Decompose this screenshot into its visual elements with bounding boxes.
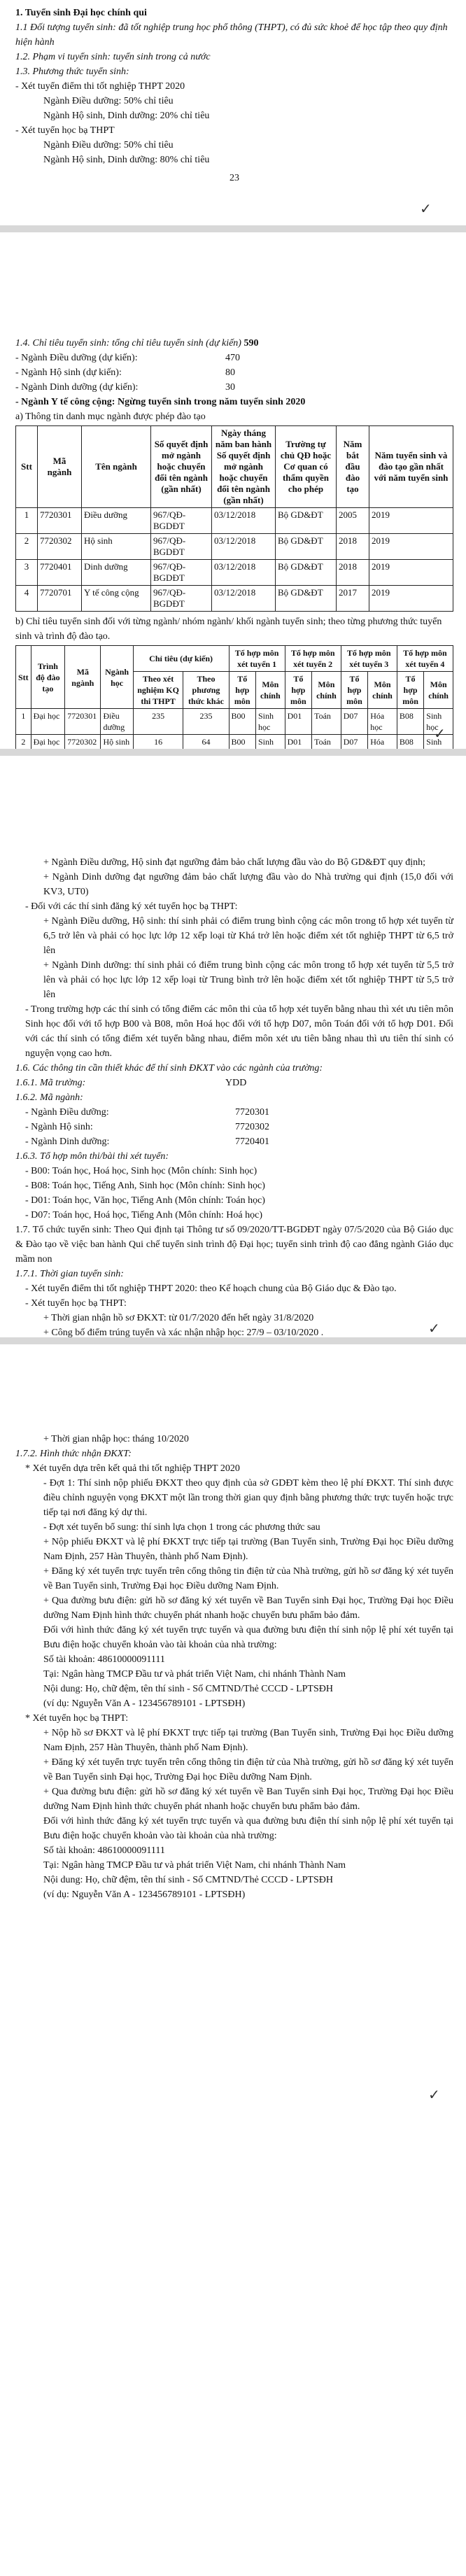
school-code-row: 1.6.1. Mã trường: YDD — [15, 1078, 247, 1088]
bank-name: Tại: Ngân hàng TMCP Đầu tư và phát triển Việt Nam, chi nhánh Thành Nam — [43, 1669, 346, 1680]
target-audience: 1.1 Đối tượng tuyển sinh: đã tốt nghiệp trung học phổ thông (THPT), có đủ sức khoẻ để học tập theo quy định hiện hành — [15, 22, 448, 48]
transfer-content: Nội dung: Họ, chữ đệm, tên thí sinh - Số CMTND/Thẻ CCCD - LPTSĐH — [43, 1684, 333, 1694]
account-number: Số tài khoản: 48610000091111 — [43, 1845, 165, 1856]
text-line: + Nộp hồ sơ ĐKXT và lệ phí ĐKXT trực tiếp tại trường (Ban Tuyển sinh, Trường Đại học Điều dưỡng Nam Định, 257 Hàn Thuyên, thành phố Nam Định). — [43, 1728, 453, 1753]
text-line: + Thời gian nhập học: tháng 10/2020 — [43, 1434, 189, 1444]
method-thpt: - Xét tuyển điểm thi tốt nghiệp THPT 2020 — [15, 81, 185, 92]
text-line: - Đợt 1: Thí sinh nộp phiếu ĐKXT theo quy định của sở GDĐT kèm theo lệ phí ĐKXT. Thí sinh được điều chỉnh nguyện vọng ĐKXT một lần trong thời gian quy định bằng phương thức trực tuyến hoặc trực tiếp tại nơi đăng ký dự thi. — [43, 1478, 453, 1518]
table-row: 1 7720301 Điều dưỡng 967/QĐ-BGDĐT 03/12/2018 Bộ GD&ĐT 2005 2019 — [16, 508, 453, 534]
text-line: 1.7.1. Thời gian tuyển sinh: — [15, 1269, 124, 1279]
text-line: + Ngành Dinh dưỡng đạt ngưỡng đảm bảo chất lượng đầu vào do Nhà trường qui định (15,0 đối với KV3, UT0) — [43, 872, 453, 897]
method-transcript-midwife: Ngành Hộ sinh, Dinh dưỡng: 80% chỉ tiêu — [43, 155, 210, 165]
check-mark-icon: ✓ — [434, 726, 446, 742]
transfer-example: (ví dụ: Nguyễn Văn A - 123456789101 - LPTSĐH) — [43, 1889, 246, 1900]
text-line: - Đợt xét tuyển bổ sung: thí sinh lựa chọn 1 trong các phương thức sau — [43, 1522, 320, 1533]
table-row: 1 Đại học 7720301 Điều dưỡng 235 235 B00 Sinh học D01 Toán D07 Hóa học B08 Sinh học — [16, 709, 453, 735]
check-mark-icon: ✓ — [428, 2088, 440, 2103]
text-line: + Đăng ký xét tuyển trực tuyến trên cổng thông tin điện tử của Nhà trường, gửi hồ sơ đăng ký xét tuyển về Ban Tuyển sinh, Trường Đại học Điều dưỡng Nam Định. — [43, 1566, 453, 1591]
combo-line: - D01: Toán học, Văn học, Tiếng Anh (Môn chính: Toán học) — [25, 1195, 265, 1206]
method-thpt-nursing: Ngành Điều dưỡng: 50% chỉ tiêu — [43, 96, 174, 106]
text-line: + Ngành Điều dưỡng, Hộ sinh đạt ngưỡng đảm bảo chất lượng đầu vào do Bộ GD&ĐT quy định; — [43, 857, 426, 868]
method-thpt-midwife: Ngành Hộ sinh, Dinh dưỡng: 20% chỉ tiêu — [43, 111, 210, 121]
text-line: + Ngành Dinh dưỡng: thí sinh phải có điểm trung bình cộng các môn trong tổ hợp xét tuyển từ 5,5 trở lên và phải có học lực lớp 12 xếp loại từ Trung bình trở lên hoặc điểm xét tốt nghiệp THPT từ 5,5 trở lên — [43, 960, 453, 1000]
table-row: 2 Đại học 7720302 Hộ sinh 16 64 B00 Sinh D01 Toán D07 Hóa B08 Sinh — [16, 735, 453, 749]
programs-table: Stt Mã ngành Tên ngành Số quyết định mở ngành hoặc chuyển đổi tên ngành (gần nhất) Ngày tháng năm ban hành Số quyết định mở ngành hoặc chuyển đổi tên ngành (gần nhất) Trường tự chủ QĐ hoặc Cơ quan có thẩm quyền cho phép Năm bắt đầu đào tạo Năm tuyển sinh và đào tạo gần nhất với năm tuyển sinh 1 7720301 Điều dưỡng 967/QĐ-BGDĐT 03/12/2018 Bộ GD&ĐT 2005 2019 2 7720302 Hộ sinh 967/QĐ-BGDĐT 03/12/2018 Bộ GD&ĐT 2018 2019 3 7720401 Dinh dưỡng 967/QĐ-BGDĐT 03/12/2018 Bộ GD&ĐT 2018 2019 4 7720701 Y tế công cộng 967/QĐ-BGDĐT 03/12/2018 Bộ GD&ĐT 2017 2019 — [15, 425, 453, 612]
text-line: - Xét tuyển điểm thi tốt nghiệp THPT 2020: theo Kế hoạch chung của Bộ Giáo dục & Đào tạo. — [25, 1283, 397, 1294]
text-line: 1.6.2. Mã ngành: — [15, 1092, 83, 1103]
table-row: 3 7720401 Dinh dưỡng 967/QĐ-BGDĐT 03/12/2018 Bộ GD&ĐT 2018 2019 — [16, 560, 453, 586]
quota-title: 1.4. Chỉ tiêu tuyển sinh: tổng chỉ tiêu tuyển sinh (dự kiến) 590 — [15, 338, 259, 349]
quota-public-health: - Ngành Y tế công cộng: Ngừng tuyển sinh trong năm tuyển sinh 2020 — [15, 397, 306, 407]
page-26 — [0, 1344, 466, 2576]
text-line: * Xét tuyển dựa trên kết quả thi tốt nghiệp THPT 2020 — [25, 1463, 240, 1474]
text-line: + Thời gian nhận hồ sơ ĐKXT: từ 01/7/2020 đến hết ngày 31/8/2020 — [43, 1313, 314, 1323]
transfer-content: Nội dung: Họ, chữ đệm, tên thí sinh - Số CMTND/Thẻ CCCD - LPTSĐH — [43, 1875, 333, 1885]
text-line: 1.6. Các thông tin cần thiết khác để thí sinh ĐKXT vào các ngành của trường: — [15, 1063, 323, 1074]
text-line: + Nộp phiếu ĐKXT và lệ phí ĐKXT trực tiếp tại trường (Ban Tuyển sinh, Trường Đại học Điều dưỡng Nam Định, 257 Hàn Thuyên, thành phố Nam Định). — [43, 1537, 453, 1562]
table-a-caption: a) Thông tin danh mục ngành được phép đào tạo — [15, 411, 206, 422]
combo-line: - B08: Toán học, Tiếng Anh, Sinh học (Môn chính: Sinh học) — [25, 1181, 265, 1191]
transfer-example: (ví dụ: Nguyễn Văn A - 123456789101 - LPTSĐH) — [43, 1698, 246, 1709]
check-mark-icon: ✓ — [428, 1321, 440, 1337]
method-heading: 1.3. Phương thức tuyển sinh: — [15, 66, 129, 77]
text-line: + Qua đường bưu điện: gửi hồ sơ đăng ký xét tuyển về Ban Tuyển sinh Đại học, Trường Đại học Điều dưỡng Nam Định hình thức chuyển phát nhanh hoặc chuyển bưu phẩm bảo đảm. — [43, 1787, 453, 1812]
text-line: 1.7.2. Hình thức nhận ĐKXT: — [15, 1449, 132, 1459]
text-line: 1.6.3. Tổ hợp môn thi/bài thi xét tuyển: — [15, 1151, 169, 1162]
quota-row: - Ngành Hộ sinh (dự kiến): 80 — [15, 367, 235, 378]
page-number: 23 — [230, 173, 239, 183]
text-line: + Đăng ký xét tuyển trực tuyến trên cổng thông tin điện tử của Nhà trường, gửi hồ sơ đăng ký xét tuyển về Ban Tuyển sinh Đại học, Trường Đại học Điều dưỡng Nam Định. — [43, 1757, 453, 1782]
text-line: - Đối với các thí sinh đăng ký xét tuyển học bạ THPT: — [25, 901, 238, 912]
text-line: Đối với hình thức đăng ký xét tuyển trực tuyến và qua đường bưu điện thí sinh nộp lệ phí xét tuyển tại Bưu điện hoặc chuyển khoản vào tài khoản của nhà trường: — [43, 1816, 453, 1841]
text-line: - Xét tuyển học bạ THPT: — [25, 1298, 127, 1309]
table-row: 2 7720302 Hộ sinh 967/QĐ-BGDĐT 03/12/2018 Bộ GD&ĐT 2018 2019 — [16, 534, 453, 560]
combo-line: - B00: Toán học, Hoá học, Sinh học (Môn chính: Sinh học) — [25, 1166, 257, 1176]
scope: 1.2. Phạm vi tuyển sinh: tuyển sinh trong cả nước — [15, 52, 211, 62]
text-line: + Qua đường bưu điện: gửi hồ sơ đăng ký xét tuyển về Ban Tuyển sinh Đại học, Trường Đại học Điều dưỡng Nam Định hình thức chuyển phát nhanh hoặc chuyển bưu phẩm bảo đảm. — [43, 1596, 453, 1621]
major-code-row: - Ngành Điều dưỡng: 7720301 — [25, 1107, 269, 1118]
text-line: Đối với hình thức đăng ký xét tuyển trực tuyến và qua đường bưu điện thí sinh nộp lệ phí xét tuyển tại Bưu điện hoặc chuyển khoản vào tài khoản của nhà trường: — [43, 1625, 453, 1650]
quota-row: - Ngành Điều dưỡng (dự kiến): 470 — [15, 353, 240, 363]
method-transcript: - Xét tuyển học bạ THPT — [15, 125, 115, 136]
text-line: + Công bố điểm trúng tuyển và xác nhận nhập học: 27/9 – 03/10/2020 . — [43, 1328, 324, 1337]
check-mark-icon: ✓ — [420, 202, 432, 217]
section-heading: 1. Tuyển sinh Đại học chính qui — [15, 8, 147, 18]
text-line: * Xét tuyển học bạ THPT: — [25, 1713, 129, 1724]
major-code-row: - Ngành Dinh dưỡng: 7720401 — [25, 1136, 269, 1147]
bank-name: Tại: Ngân hàng TMCP Đầu tư và phát triển Việt Nam, chi nhánh Thành Nam — [43, 1860, 346, 1871]
combo-line: - D07: Toán học, Hoá học, Tiếng Anh (Môn chính: Hoá học) — [25, 1210, 263, 1220]
method-transcript-nursing: Ngành Điều dưỡng: 50% chỉ tiêu — [43, 140, 174, 150]
page-23 — [0, 0, 466, 225]
major-code-row: - Ngành Hộ sinh: 7720302 — [25, 1122, 269, 1132]
quota-table: Stt Trình độ đào tạo Mã ngành Ngành học Chỉ tiêu (dự kiến) Tổ hợp môn xét tuyển 1 Tổ hợp môn xét tuyển 2 Tổ hợp môn xét tuyển 3 Tổ hợp môn xét tuyển 4 Theo xét nghiệm KQ thi THPT Theo phương thức khác Tổ hợp môn Môn chính Tổ hợp môn Môn chính Tổ hợp môn Môn chính Tổ hợp môn Môn chính 1 Đại học 7720301 Điều dưỡng 235 235 B00 Sinh học D01 Toán D07 Hóa học B08 Sinh học 2 Đại học 7720302 Hộ sinh 16 64 B00 Sinh D01 Toán D07 Hóa B08 Sinh — [15, 645, 453, 749]
quota-row: - Ngành Dinh dưỡng (dự kiến): 30 — [15, 382, 235, 393]
text-line: 1.7. Tổ chức tuyển sinh: Theo Qui định tại Thông tư số 09/2020/TT-BGDĐT ngày 07/5/2020 của Bộ Giáo dục & Đào tạo về việc ban hành Qui chế tuyển sinh trình độ Đại học; tuyển sinh trình độ cao đẳng ngành Giáo dục mầm non — [15, 1225, 453, 1265]
page-24 — [0, 232, 466, 749]
table-row: 4 7720701 Y tế công cộng 967/QĐ-BGDĐT 03/12/2018 Bộ GD&ĐT 2017 2019 — [16, 586, 453, 612]
table-b-caption: b) Chỉ tiêu tuyển sinh đối với từng ngành/ nhóm ngành/ khối ngành tuyển sinh; theo từng phương thức tuyển sinh và trình độ đào tạo. — [15, 617, 442, 642]
account-number: Số tài khoản: 48610000091111 — [43, 1654, 165, 1665]
text-line: - Trong trường hợp các thí sinh có tổng điểm các môn thi của tổ hợp xét tuyển bằng nhau thì xét ưu tiên môn Sinh học đối với tổ hợp B00 và B08, môn Hoá học đối với tổ hợp D07, môn Toán đối với tổ hợp D01. Đối với các thí sinh có tổng điểm xét tuyển bằng nhau, điểm môn xét ưu tiên bằng nhau thì ưu tiên thí sinh có nguyện vọng cao hơn. — [25, 1004, 453, 1059]
text-line: + Ngành Điều dưỡng, Hộ sinh: thí sinh phải có điểm trung bình cộng các môn trong tổ hợp xét tuyển từ 6,5 trở lên và phải có học lực lớp 12 xếp loại từ Khá trở lên hoặc điểm xét tốt nghiệp THPT từ 6,5 trở lên — [43, 916, 453, 956]
page-25 — [0, 756, 466, 1337]
